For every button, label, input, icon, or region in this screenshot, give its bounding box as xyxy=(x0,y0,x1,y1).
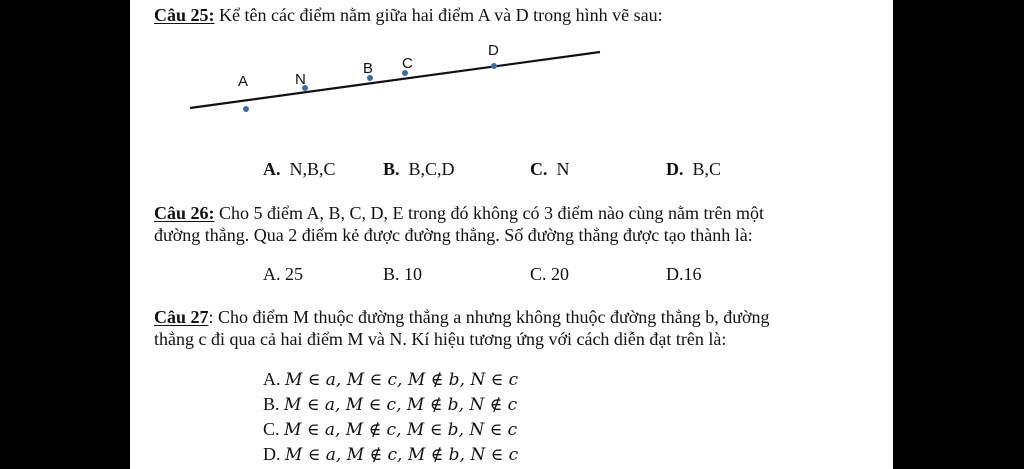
point-d-dot xyxy=(491,63,497,69)
q26-option-b: B. 10 xyxy=(383,264,423,284)
q26-text-2: đường thẳng. Qua 2 điểm kẻ được đường thẳng. Số đường thẳng được tạo thành là: xyxy=(154,225,753,245)
q27-line2 xyxy=(154,328,726,350)
q25-figure xyxy=(130,0,893,140)
q26-option-c: C. 20 xyxy=(530,264,570,284)
q26-label: Câu 26: xyxy=(154,203,215,223)
q26-line2 xyxy=(154,224,753,246)
q25-option-a: A. N,B,C xyxy=(263,159,336,179)
q25-label: Câu 25: xyxy=(154,5,215,25)
q26-option-d: D.16 xyxy=(666,264,702,284)
q25-text: Kể tên các điểm nằm giữa hai điểm A và D trong hình vẽ sau: xyxy=(214,5,663,25)
point-c-label: C xyxy=(402,55,413,72)
point-a-dot xyxy=(243,106,249,112)
q27-option-a: A. M ∈ a, M ∈ c, M ∉ b, N ∈ c xyxy=(263,369,519,390)
q27-text-2: thẳng c đi qua cả hai điểm M và N. Kí hiệu tương ứng với cách diễn đạt trên là: xyxy=(154,329,727,349)
q26-line1 xyxy=(154,202,764,224)
q27-text-1: : Cho điểm M thuộc đường thẳng a nhưng không thuộc đường thẳng b, đường xyxy=(208,307,770,327)
q27-option-d: D. M ∈ a, M ∉ c, M ∉ b, N ∈ c xyxy=(263,444,519,465)
point-b-label: B xyxy=(363,60,374,77)
point-a-label: A xyxy=(238,73,249,90)
point-n-label: N xyxy=(295,71,306,88)
q27-line1 xyxy=(154,306,770,328)
q25-option-b: B. B,C,D xyxy=(383,159,455,179)
point-d-label: D xyxy=(488,42,499,59)
document-page xyxy=(130,0,893,469)
q26-option-a: A. 25 xyxy=(263,264,303,284)
q25-option-d: D. B,C xyxy=(666,159,722,179)
q27-label: Câu 27 xyxy=(154,307,209,327)
figure-line xyxy=(190,52,600,108)
q25-option-c: C. N xyxy=(530,159,570,179)
q27-option-b: B. M ∈ a, M ∈ c, M ∉ b, N ∉ c xyxy=(263,394,518,415)
q26-text-1: Cho 5 điểm A, B, C, D, E trong đó không có 3 điểm nào cùng nằm trên một xyxy=(214,203,764,223)
q27-option-c: C. M ∈ a, M ∉ c, M ∈ b, N ∈ c xyxy=(263,419,518,440)
